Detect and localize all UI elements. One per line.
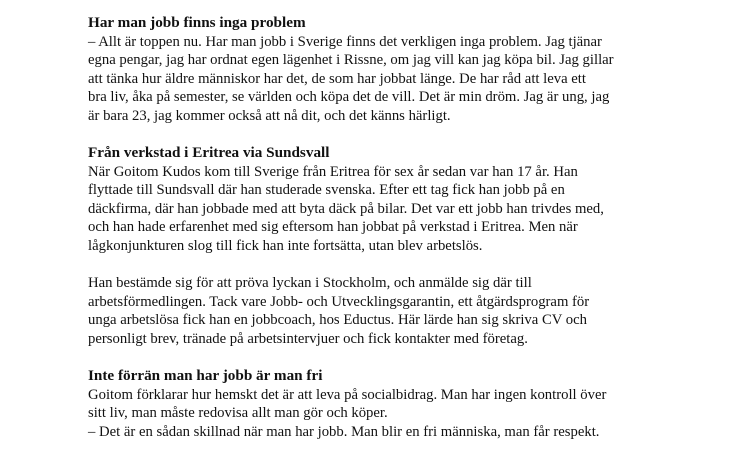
text-line: Han bestämde sig för att pröva lyckan i Stockholm, och anmälde sig där till xyxy=(88,275,532,291)
paragraph xyxy=(88,274,668,348)
paragraph xyxy=(88,163,668,256)
text-line: – Allt är toppen nu. Har man jobb i Sverige finns det verkligen inga problem. Jag tjänar xyxy=(88,33,602,50)
text-line: arbetsförmedlingen. Tack vare Jobb- och Utvecklingsgarantin, ett åtgärdsprogram för xyxy=(88,293,590,310)
section-3 xyxy=(88,367,668,441)
section-2 xyxy=(88,144,668,348)
text-line: sitt liv, man måste redovisa allt man gör och köper. xyxy=(88,405,388,421)
text-line: däckfirma, där han jobbade med att byta däck på bilar. Det var ett jobb han trivdes med, xyxy=(88,200,604,217)
paragraph-gap xyxy=(88,255,668,274)
text-line: och han hade erfarenhet med sig eftersom han jobbat på verkstad i Eritrea. Men när xyxy=(88,219,578,235)
paragraph xyxy=(88,386,668,442)
text-line: – Det är en sådan skillnad när man har jobb. Man blir en fri människa, man får respekt. xyxy=(88,423,600,440)
text-line: egna pengar, jag har ordnat egen lägenhet i Rissne, om jag vill kan jag köpa bil. Jag gillar xyxy=(88,52,614,68)
text-line: Goitom förklarar hur hemskt det är att leva på socialbidrag. Man har ingen kontroll över xyxy=(88,386,607,403)
section-heading: Från verkstad i Eritrea via Sundsvall xyxy=(88,144,330,161)
section-1 xyxy=(88,14,668,125)
section-heading: Har man jobb finns inga problem xyxy=(88,14,306,31)
section-heading: Inte förrän man har jobb är man fri xyxy=(88,367,323,384)
text-line: bra liv, åka på semester, se världen och köpa det de vill. Det är min dröm. Jag är ung, jag xyxy=(88,89,610,105)
text-line: är bara 23, jag kommer också att nå dit, och det känns härligt. xyxy=(88,107,451,124)
text-line: unga arbetslösa fick han en jobbcoach, hos Eductus. Här lärde han sig skriva CV och xyxy=(88,312,587,328)
text-line: personligt brev, tränade på arbetsintervjuer och fick kontakter med företag. xyxy=(88,330,528,347)
text-line: att tänka hur äldre människor har det, de som har jobbat länge. De har råd att leva ett xyxy=(88,70,586,87)
paragraph xyxy=(88,33,668,126)
text-line: lågkonjunkturen slog till fick han inte fortsätta, utan blev arbetslös. xyxy=(88,237,483,254)
text-line: När Goitom Kudos kom till Sverige från Eritrea för sex år sedan var han 17 år. Han xyxy=(88,163,578,180)
text-line: flyttade till Sundsvall där han studerade svenska. Efter ett tag fick han jobb på en xyxy=(88,182,565,198)
document-page xyxy=(88,14,668,460)
